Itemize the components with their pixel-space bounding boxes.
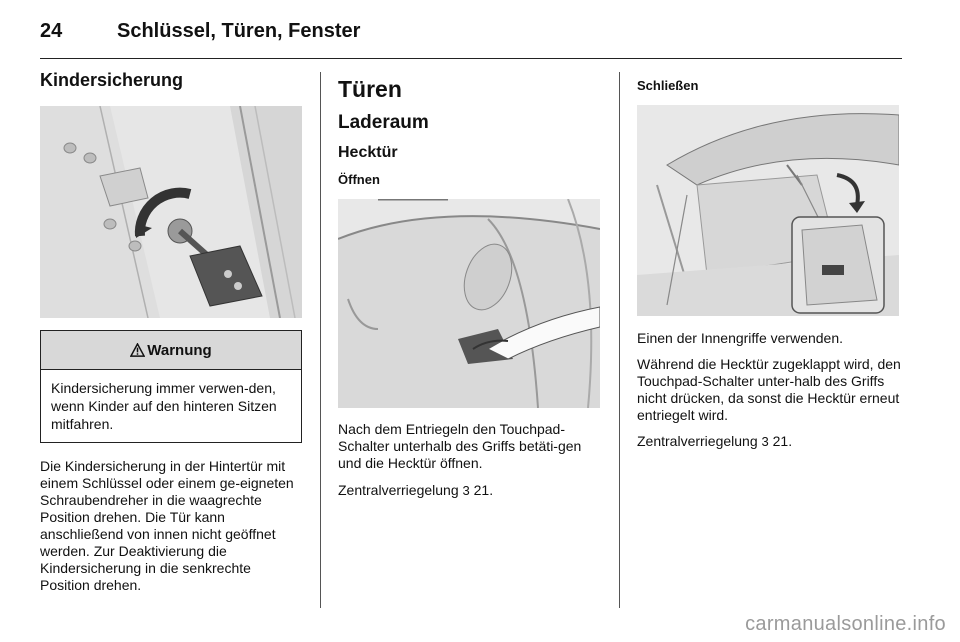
page-reference-arrow-icon: 3 — [462, 483, 470, 498]
column-left — [40, 70, 302, 594]
subheading-close: Schließen — [637, 78, 699, 93]
page-title: Schlüssel, Türen, Fenster — [117, 20, 361, 42]
subheading-cargo: Laderaum — [338, 112, 429, 133]
page-number: 24 — [40, 20, 63, 42]
column-divider — [320, 72, 321, 608]
warning-header — [41, 331, 301, 370]
warning-text: Kindersicherung immer verwen-den, wenn Kinder auf den hinteren Sitzen mitfahren. — [51, 380, 277, 432]
close-paragraph-1: Einen der Innengriffe verwenden. — [637, 330, 843, 346]
section-title-child-lock: Kindersicherung — [40, 70, 184, 90]
watermark: carmanualsonline.info — [745, 613, 946, 635]
open-paragraph: Nach dem Entriegeln den Touchpad-Schalter unterhalb des Griffs betäti-gen und die Hecktür öffnen. — [338, 421, 582, 471]
child-lock-illustration — [40, 106, 302, 318]
column-middle — [338, 74, 602, 499]
tailgate-close-illustration — [637, 105, 899, 316]
subheading-open: Öffnen — [338, 172, 380, 187]
xref-page: 21. — [772, 433, 793, 449]
xref-page: 21. — [473, 482, 494, 498]
column-divider — [619, 72, 620, 608]
warning-box — [40, 330, 302, 443]
warning-title: Warnung — [147, 341, 212, 359]
xref-central-locking — [637, 433, 901, 450]
subheading-tailgate: Hecktür — [338, 144, 398, 161]
chapter-title-doors: Türen — [338, 76, 402, 102]
page-reference-arrow-icon: 3 — [761, 434, 769, 449]
xref-central-locking — [338, 482, 602, 499]
child-lock-paragraph: Die Kindersicherung in der Hintertür mit einem Schlüssel oder einem ge-eigneten Schraubendreher in die waagrechte Position drehen. Die Tür kann anschließend von innen nicht geöffnet werden. Zur Deaktivierung die Kindersicherung in die senkrechte Position drehen. — [40, 458, 294, 593]
tailgate-open-illustration — [338, 199, 600, 408]
xref-text: Zentralverriegelung — [637, 433, 758, 449]
page-header — [40, 18, 902, 59]
close-paragraph-2: Während die Hecktür zugeklappt wird, den Touchpad-Schalter unter-halb des Griffs nicht drücken, da sonst die Hecktür erneut entriegelt wird. — [637, 356, 901, 423]
xref-text: Zentralverriegelung — [338, 482, 459, 498]
warning-triangle-icon — [130, 343, 145, 357]
column-right — [637, 78, 901, 450]
